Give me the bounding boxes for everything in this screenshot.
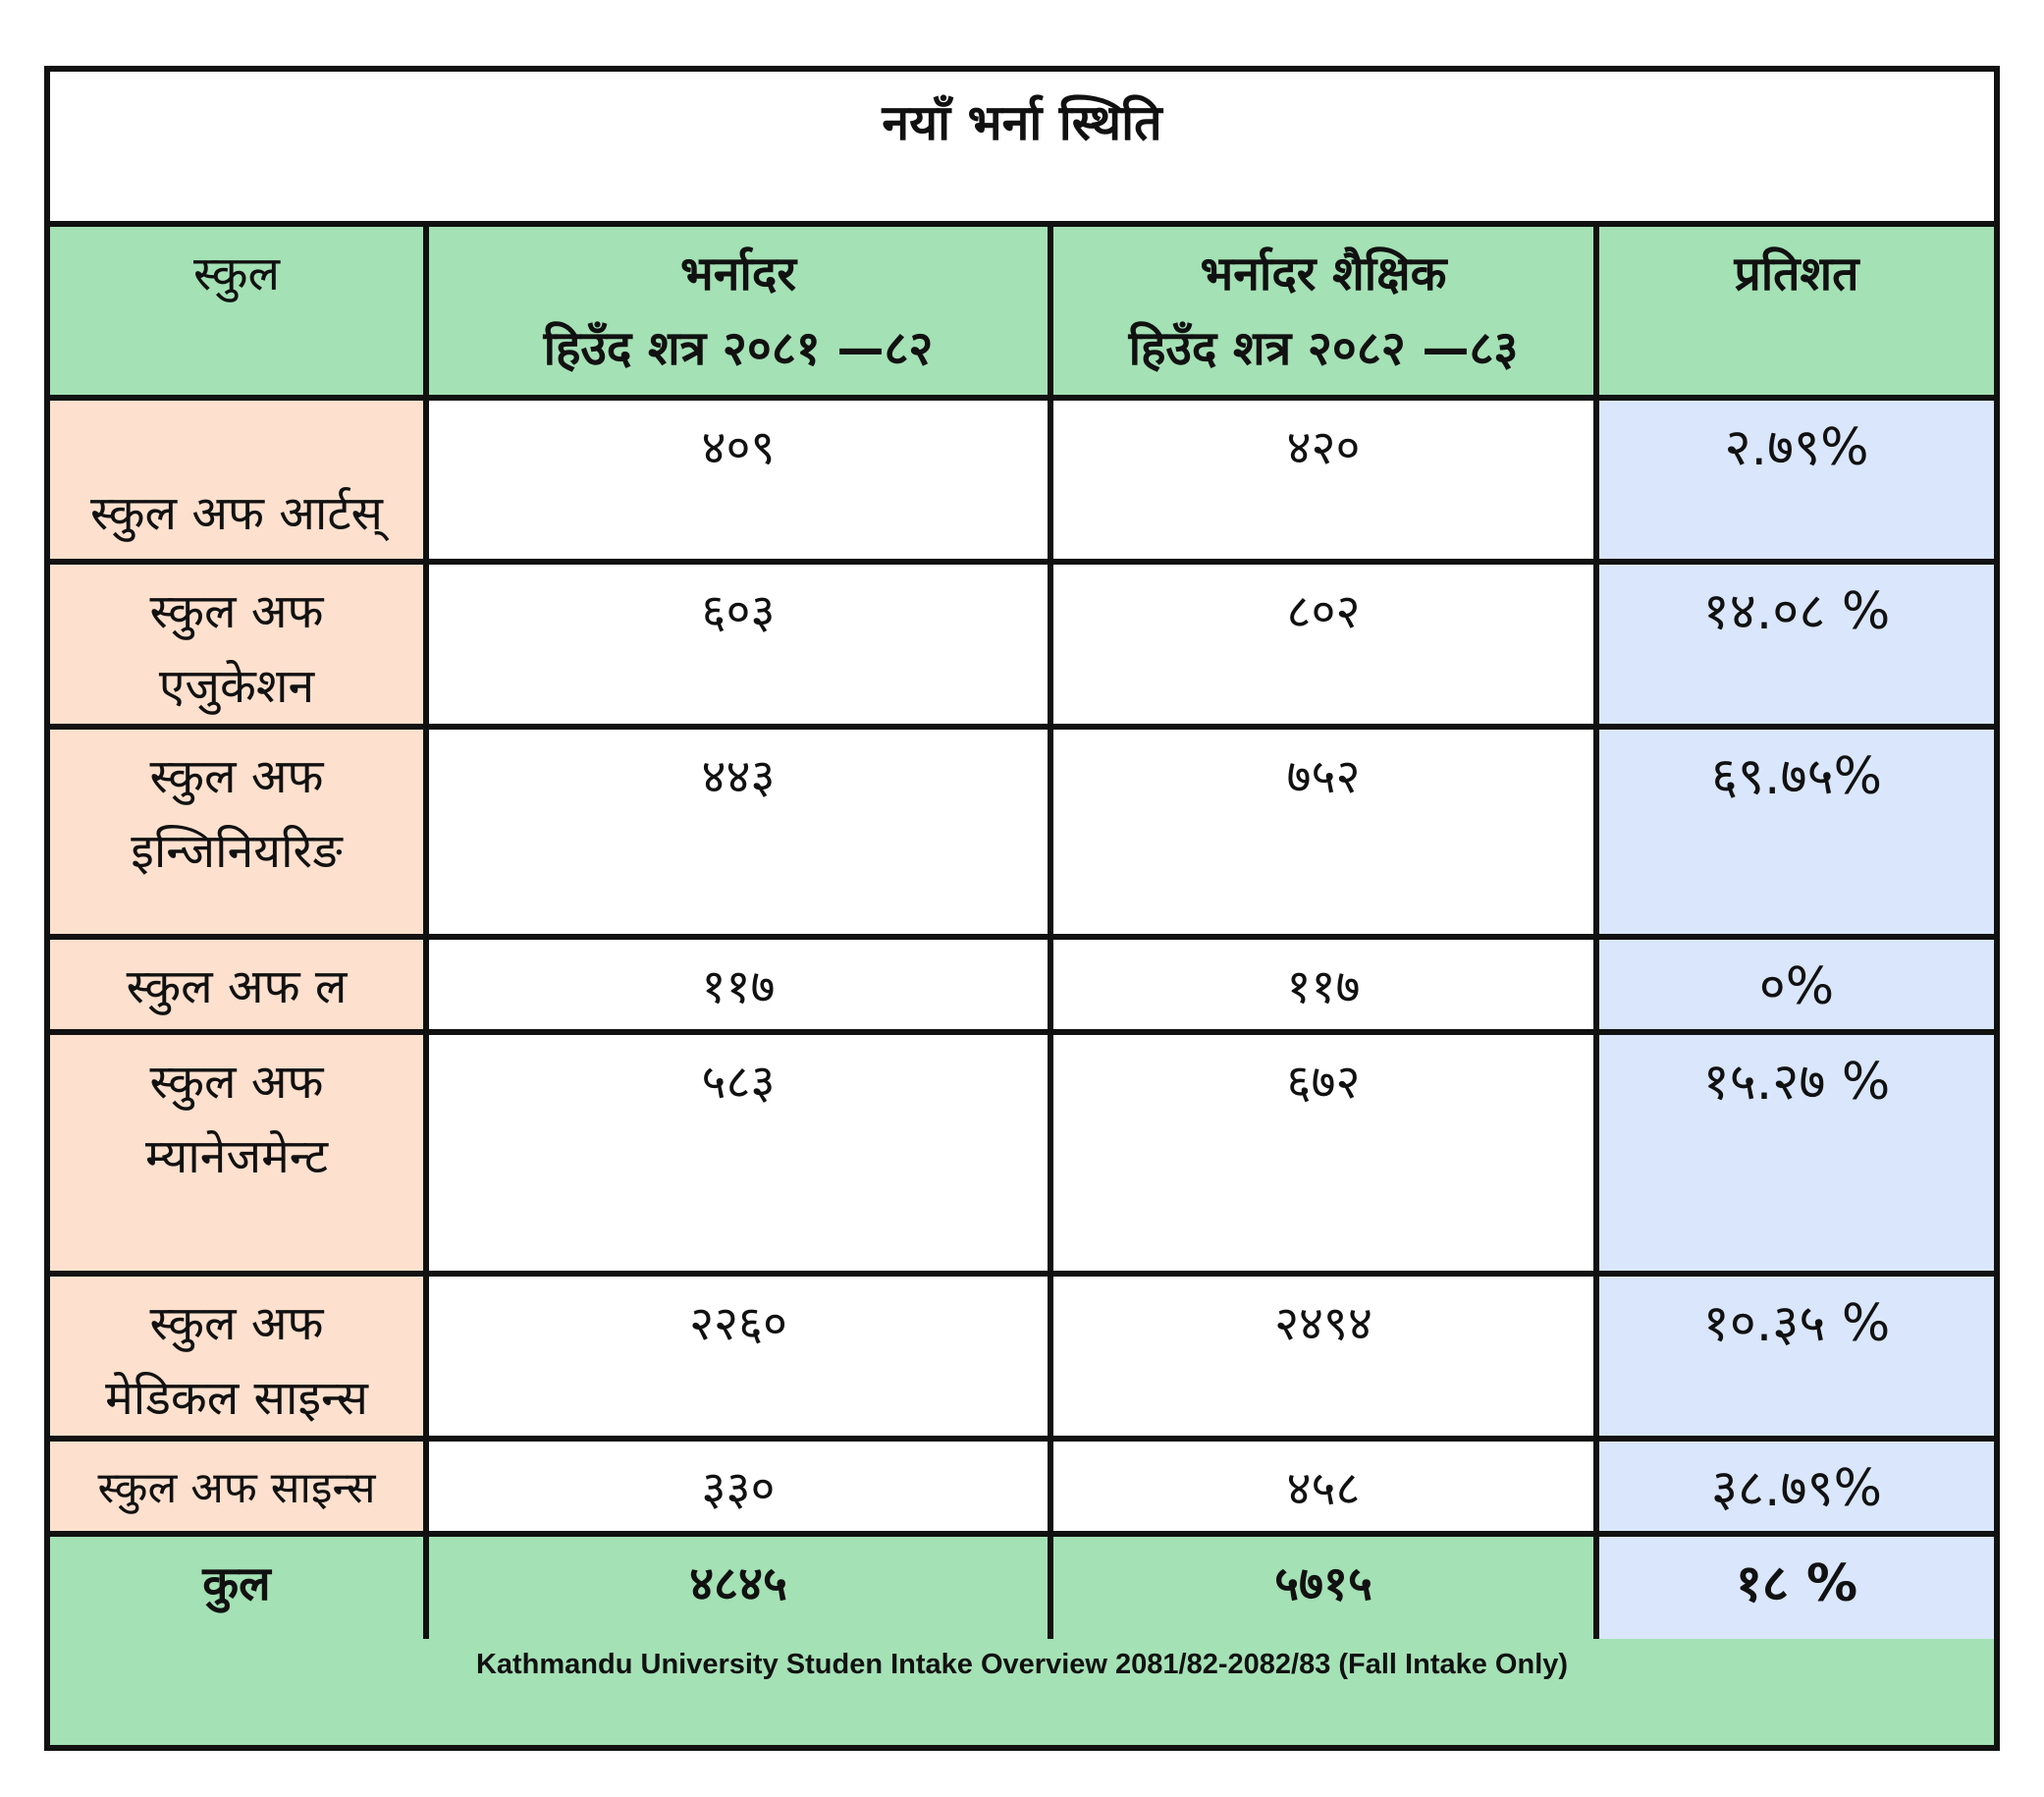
school-name-line2: म्यानेजमेन्ट [144, 1129, 329, 1184]
total-2081-cell: ४८४५ [426, 1534, 1050, 1643]
table-row [50, 398, 1994, 562]
percent-cell: ०% [1596, 937, 1994, 1032]
school-name: स्कुल अफ आर्टस् [90, 486, 383, 541]
header-col2-line2: हिउँद शत्र २०८२ —८३ [1128, 321, 1519, 376]
intake-table [50, 227, 1994, 1646]
header-percent [1596, 227, 1994, 398]
intake-table-sheet [44, 66, 2000, 1751]
header-school-label: स्कुल [192, 246, 281, 301]
percent-cell: ३८.७९% [1596, 1439, 1994, 1534]
header-col1-line1: भर्नादर [680, 246, 796, 301]
school-cell [50, 1032, 426, 1274]
percent-cell: १४.०८ % [1596, 562, 1994, 727]
intake-2081-cell: ४४३ [426, 727, 1050, 937]
total-row [50, 1534, 1994, 1643]
total-percent-cell: १८ % [1596, 1534, 1994, 1643]
title-row [50, 72, 1994, 227]
intake-2081-cell: ५८३ [426, 1032, 1050, 1274]
percent-cell: २.७९% [1596, 398, 1994, 562]
school-name-line2: इन्जिनियरिङ [131, 824, 343, 879]
total-label: कुल [50, 1534, 426, 1643]
intake-2082-cell: ११७ [1050, 937, 1596, 1032]
header-col1 [426, 227, 1050, 398]
table-row [50, 1439, 1994, 1534]
table-row [50, 937, 1994, 1032]
percent-cell: १५.२७ % [1596, 1032, 1994, 1274]
intake-2082-cell: ४२० [1050, 398, 1596, 562]
school-name-line1: स्कुल अफ [149, 1296, 324, 1351]
school-cell [50, 1274, 426, 1439]
footer-caption-row [50, 1639, 1994, 1745]
header-percent-label: प्रतिशत [1734, 246, 1859, 301]
table-row [50, 562, 1994, 727]
intake-2082-cell: ६७२ [1050, 1032, 1596, 1274]
intake-2081-cell: ३३० [426, 1439, 1050, 1534]
school-cell [50, 562, 426, 727]
header-col2 [1050, 227, 1596, 398]
school-name-line1: स्कुल अफ [149, 1055, 324, 1110]
header-school [50, 227, 426, 398]
total-2082-cell: ५७१५ [1050, 1534, 1596, 1643]
table-row [50, 1032, 1994, 1274]
intake-2081-cell: ६०३ [426, 562, 1050, 727]
table-row [50, 727, 1994, 937]
header-col1-line2: हिउँद शत्र २०८१ —८२ [543, 321, 934, 376]
school-name: स्कुल अफ ल [126, 959, 348, 1014]
school-cell [50, 1439, 426, 1534]
percent-cell: १०.३५ % [1596, 1274, 1994, 1439]
school-name-line1: स्कुल अफ [149, 749, 324, 804]
school-name: स्कुल अफ साइन्स [97, 1463, 376, 1513]
footer-caption: Kathmandu University Studen Intake Overview 2081/82-2082/83 (Fall Intake Only) [475, 1649, 1569, 1680]
intake-2082-cell: ४५८ [1050, 1439, 1596, 1534]
school-name-line2: एजुकेशन [158, 659, 315, 714]
school-cell [50, 727, 426, 937]
header-col2-line1: भर्नादर शैक्षिक [1200, 246, 1447, 301]
intake-2082-cell: ७५२ [1050, 727, 1596, 937]
intake-2082-cell: ८०२ [1050, 562, 1596, 727]
page-title: नयाँ भर्ना स्थिति [882, 94, 1162, 151]
header-row [50, 227, 1994, 398]
school-cell [50, 398, 426, 562]
school-cell [50, 937, 426, 1032]
intake-2081-cell: ४०९ [426, 398, 1050, 562]
table-row [50, 1274, 1994, 1439]
intake-2081-cell: २२६० [426, 1274, 1050, 1439]
percent-cell: ६९.७५% [1596, 727, 1994, 937]
intake-2082-cell: २४९४ [1050, 1274, 1596, 1439]
school-name-line1: स्कुल अफ [149, 584, 324, 639]
school-name-line2: मेडिकल साइन्स [105, 1371, 368, 1426]
intake-2081-cell: ११७ [426, 937, 1050, 1032]
